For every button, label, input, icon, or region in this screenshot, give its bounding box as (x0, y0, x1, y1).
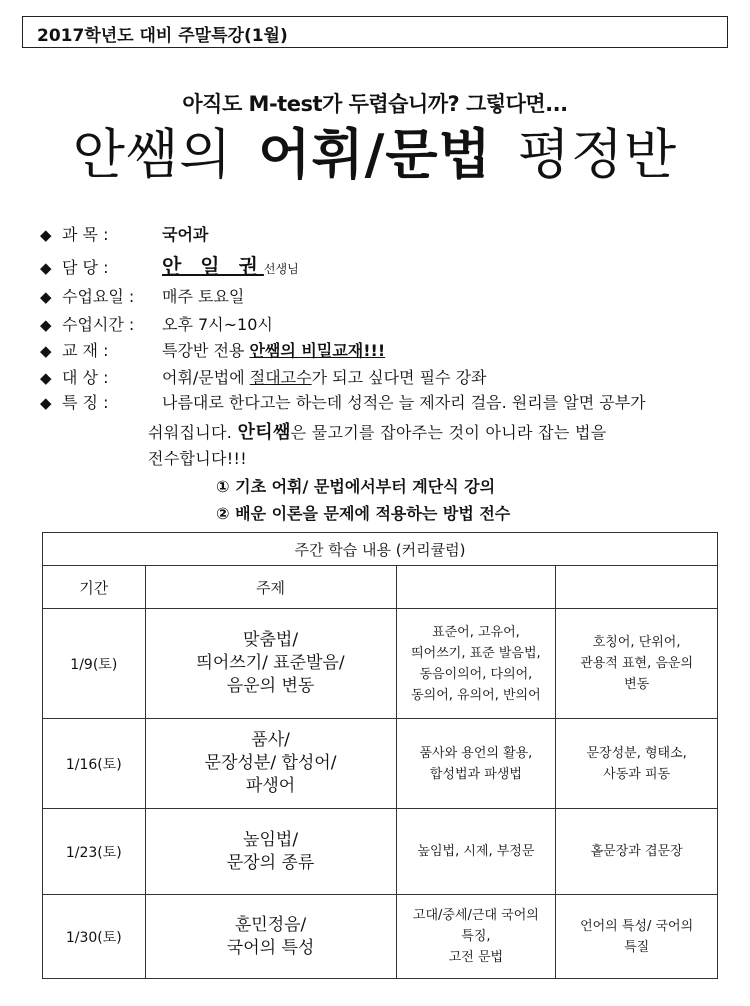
info-subject (40, 222, 208, 245)
extra-line: 호칭어, 단위어, (592, 635, 681, 650)
topic-line: 맞춤법/ (243, 630, 299, 650)
header-period: 기간 (43, 566, 146, 609)
info-target (40, 365, 487, 388)
curriculum-caption-row (43, 533, 718, 566)
row-extra (556, 609, 718, 719)
extra-line: 언어의 특성/ 국어의 (580, 918, 694, 934)
extra-line: 사동과 피동 (603, 766, 671, 782)
detail-line: 특징, (461, 929, 491, 944)
topic-line: 파생어 (245, 776, 296, 796)
row-topic (145, 895, 396, 979)
extra-line: 관용적 표현, 음운의 (580, 656, 694, 671)
row-date: 1/9(토) (43, 609, 146, 719)
table-row (43, 895, 718, 979)
info-key: 특 징 : (62, 393, 109, 412)
detail-line: 동의어, 유의어, 반의어 (411, 687, 541, 703)
topic-line: 띄어쓰기/ 표준발음/ (196, 653, 345, 673)
extra-line: 특질 (624, 939, 650, 955)
info-value: 매주 토요일 (162, 287, 245, 306)
header-detail (396, 566, 556, 609)
extra-line: 문장성분, 형태소, (586, 745, 687, 761)
diamond-bullet-icon: ◆ (40, 316, 52, 334)
info-material (40, 338, 385, 361)
title-part3: 평정반 (517, 123, 678, 186)
diamond-bullet-icon: ◆ (40, 342, 52, 360)
feature-line2-prefix: 쉬워집니다. (148, 423, 233, 442)
row-extra (556, 895, 718, 979)
detail-line: 표준어, 고유어, (432, 624, 520, 640)
info-time (40, 312, 273, 335)
curriculum-table (42, 532, 718, 979)
row-date: 1/23(토) (43, 809, 146, 895)
header-topic: 주제 (145, 566, 396, 609)
topic-line: 높임법/ (243, 829, 299, 850)
subtitle: 아직도 M-test가 두렵습니까? 그렇다면... (182, 92, 568, 116)
info-key: 대 상 : (62, 368, 109, 387)
info-day (40, 284, 244, 307)
row-topic (145, 719, 396, 809)
row-topic (145, 609, 396, 719)
info-feature (40, 390, 646, 413)
teacher-suffix: 선생님 (263, 262, 299, 276)
topic-line: 문장의 종류 (226, 852, 315, 873)
row-extra (556, 719, 718, 809)
detail-line: 동음이의어, 다의어, (419, 666, 533, 682)
diamond-bullet-icon: ◆ (40, 226, 52, 244)
row-detail (396, 719, 556, 809)
topic-line: 문장성분/ 합성어/ (204, 753, 337, 773)
topic-line: 훈민정음/ (234, 914, 307, 935)
title-part1: 안쌤의 (72, 123, 233, 186)
topic-line: 국어의 특성 (226, 937, 315, 958)
row-date: 1/30(토) (43, 895, 146, 979)
diamond-bullet-icon: ◆ (40, 259, 52, 277)
detail-line: 띄어쓰기, 표준 발음법, (411, 645, 541, 661)
feature-line1: 나름대로 한다고는 하는데 성적은 늘 제자리 걸음. 원리를 알면 공부가 (162, 393, 646, 412)
info-key: 담 당 : (62, 258, 109, 277)
row-detail (396, 609, 556, 719)
detail-line: 고전 문법 (448, 950, 504, 965)
info-key: 과 목 : (62, 225, 109, 244)
row-date: 1/16(토) (43, 719, 146, 809)
teacher-name: 안 일 권 (162, 254, 264, 278)
info-key: 수업시간 : (62, 315, 135, 334)
title-part2: 어휘/문법 (258, 123, 492, 186)
info-key: 교 재 : (62, 341, 109, 360)
row-extra (556, 809, 718, 895)
material-prefix: 특강반 전용 (162, 341, 245, 360)
info-teacher (40, 250, 299, 279)
topic-line: 음운의 변동 (226, 676, 315, 696)
table-header-row (43, 566, 718, 609)
header-bar (22, 16, 728, 48)
target-highlight: 절대고수 (249, 368, 312, 387)
detail-line: 높임법, 시제, 부정문 (417, 844, 535, 859)
feature-line2 (148, 418, 607, 444)
feature-line2-highlight: 안티쌤 (237, 422, 291, 443)
curriculum-caption: 주간 학습 내용 (커리큘럼) (43, 533, 718, 566)
table-row (43, 609, 718, 719)
info-value: 오후 7시~10시 (162, 315, 273, 334)
info-key: 수업요일 : (62, 287, 135, 306)
topic-line: 품사/ (251, 730, 290, 750)
target-suffix: 가 되고 싶다면 필수 강좌 (311, 368, 487, 387)
table-row (43, 719, 718, 809)
material-highlight: 안쌤의 비밀교재!!! (249, 341, 386, 360)
row-topic (145, 809, 396, 895)
row-detail (396, 895, 556, 979)
detail-line: 합성법과 파생법 (429, 766, 522, 782)
row-detail (396, 809, 556, 895)
point-2: ② 배운 이론을 문제에 적용하는 방법 전수 (216, 504, 511, 523)
diamond-bullet-icon: ◆ (40, 394, 52, 412)
point-1: ① 기초 어휘/ 문법에서부터 계단식 강의 (216, 477, 496, 496)
info-value: 국어과 (162, 225, 209, 244)
target-prefix: 어휘/문법에 (162, 368, 245, 387)
diamond-bullet-icon: ◆ (40, 369, 52, 387)
extra-line: 변동 (624, 677, 650, 692)
table-row (43, 809, 718, 895)
detail-line: 품사와 용언의 활용, (419, 745, 533, 761)
diamond-bullet-icon: ◆ (40, 288, 52, 306)
page-title (0, 112, 750, 189)
feature-line3: 전수합니다!!! (148, 449, 247, 468)
extra-line: 홑문장과 겹문장 (590, 844, 683, 859)
header-extra (556, 566, 718, 609)
detail-line: 고대/중세/근대 국어의 (412, 908, 539, 923)
feature-line2-suffix: 은 물고기를 잡아주는 것이 아니라 잡는 법을 (290, 423, 607, 442)
header-label: 2017학년도 대비 주말특강(1월) (37, 26, 288, 46)
